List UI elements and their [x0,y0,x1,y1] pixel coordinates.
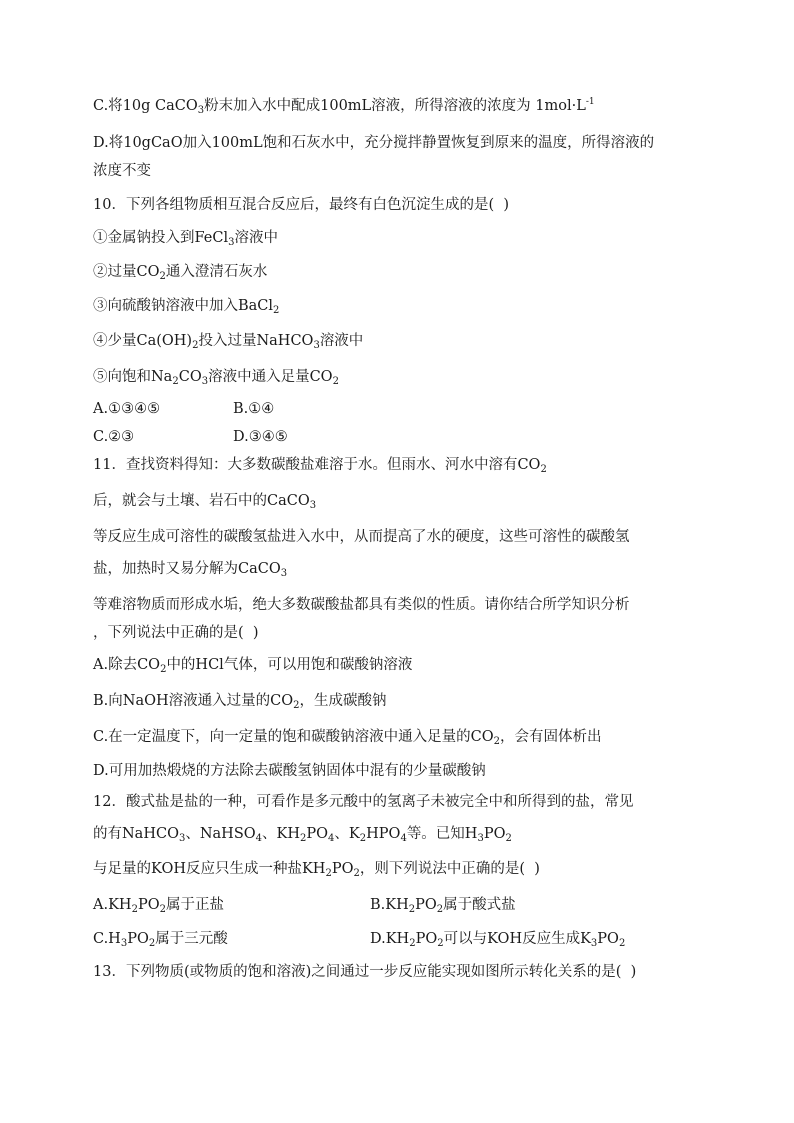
q11-stem-4: 盐，加热时又易分解为CaCO$_3$ [93,561,288,579]
q11-stem-1: 11．查找资料得知：大多数碳酸盐难溶于水。但雨水、河水中溶有$CO_2$ [93,457,547,475]
q11-stem-5: 等难溶物质而形成水垢，绝大多数碳酸盐都具有类似的性质。请你结合所学知识分析 [93,597,630,613]
q10-option-d: D.③④⑤ [233,429,288,445]
q11-option-b: B.向NaOH溶液通入过量的$CO_2$，生成碳酸钠 [93,693,387,711]
q10-item-2: ②过量$CO_2$通入澄清石灰水 [93,264,268,282]
q12-option-a: $A.KH_2PO_2$属于正盐 [93,897,224,915]
q11-option-d: D.可用加热煅烧的方法除去碳酸氢钠固体中混有的少量碳酸钠 [93,763,486,779]
q10-item-1: ①金属钠投入到FeCl$_3$溶液中 [93,230,278,248]
q10-item-3: ③向硫酸钠溶液中加入BaCl$_2$ [93,298,280,316]
q12-option-c: $C.H_3PO_2$属于三元酸 [93,931,228,949]
q12-option-b: $B.KH_2PO_2$属于酸式盐 [370,897,516,915]
q10-item-5: ⑤向饱和$Na_2CO_3$溶液中通入足量$CO_2$ [93,369,339,387]
q10-stem: 10．下列各组物质相互混合反应后，最终有白色沉淀生成的是( ) [93,197,509,213]
q10-item-4: ④少量$Ca(OH)_2$投入过量NaHCO$_3$溶液中 [93,333,364,351]
q9-option-d-cont: 浓度不变 [93,163,151,179]
q12-option-d: $D.KH_2PO_2$可以与KOH反应生成$K_3PO_2$ [370,931,626,949]
q10-option-c: C.②③ [93,429,135,445]
q10-option-a: A.①③④⑤ [93,401,161,417]
q9-option-d: D.将10gCaO加入100mL饱和石灰水中，充分搅拌静置恢复到原来的温度，所得溶液的 [93,135,655,151]
q11-stem-3: 等反应生成可溶性的碳酸氢盐进入水中，从而提高了水的硬度，这些可溶性的碳酸氢 [93,529,630,545]
q10-option-b: B.①④ [233,401,275,417]
q12-stem-1: 12．酸式盐是盐的一种，可看作是多元酸中的氢离子未被完全中和所得到的盐，常见 [93,794,634,810]
q12-stem-3: 与足量的KOH反应只生成一种盐$KH_2PO_2$，则下列说法中正确的是( ) [93,861,540,879]
q12-stem-2: 的有NaHCO$_3$、NaHSO$_4$、$KH_2PO_4$、$K_2HPO_4$等。已知$H_3PO_2$ [93,826,512,844]
q11-option-c: C.在一定温度下，向一定量的饱和碳酸钠溶液中通入足量的$CO_2$，会有固体析出 [93,729,602,747]
q13-stem: 13．下列物质(或物质的饱和溶液)之间通过一步反应能实现如图所示转化关系的是( ) [93,964,637,980]
q9-option-c: C.将10g CaCO$_3$粉末加入水中配成100mL溶液，所得溶液的浓度为 $1mol\cdot L^{-1}$ [93,97,595,116]
q11-stem-6: ，下列说法中正确的是( ) [93,625,259,641]
q11-option-a: A.除去$CO_2$中的HCl气体，可以用饱和碳酸钠溶液 [93,657,413,675]
q11-stem-2: 后，就会与土壤、岩石中的CaCO$_3$ [93,493,317,511]
